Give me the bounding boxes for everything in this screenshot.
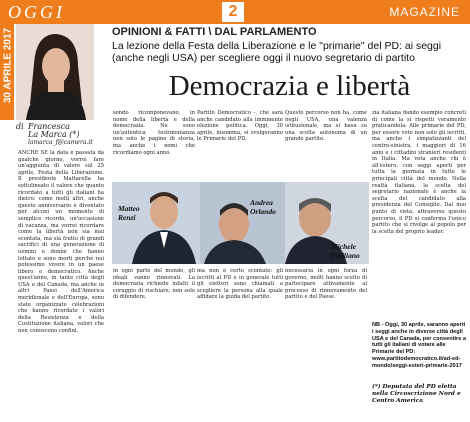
caption-orlando-last: Orlando [250,207,276,216]
body-column-7: ma non è certo scontato: gli iscritti al PD e in generale tutti gli elettori sono chiamati a scegliere la persona alla quale affidare la guida del partito. [197,268,283,301]
body-column-8: necessaria in ogni forza di governo, molti hanno scelto di partecipare attivamente al processo di rinnovamento del partito e del Paese. [285,268,367,301]
photo-orlando [200,182,285,264]
author-email: lamarca_f@camera.it [28,139,93,146]
issue-date: 30 APRILE 2017 [2,27,14,104]
caption-emiliano-first: Michele [331,242,356,251]
headline: Democrazia e libertà [168,70,411,102]
caption-emiliano-last: Emiliano [331,251,360,260]
author-prefix: di [16,122,24,131]
portrait-renzi-icon [112,182,200,264]
section-right-label: MAGAZINE [389,5,460,19]
author-portrait [16,24,94,120]
body-column-1: ANCHE SE la data è passata da qualche giorno, vorrei fare un'aggiunta di valore sul 25 aprile, Festa della Liberazione. Il presidente Mattarella ha sottolineato il valore che quanto ricordato a tutti gli italiani ha dietro: come molti altri, anche questo anniversario è diventato per alcuni un momento di semplice ricordo, un'occasione di vacanza, ma vorrei ricordare come la libertà non sia mai scontata, ma sia frutto di grandi sacrifici di una generazione di uomini e donne che hanno lottato e sono morti perché noi potessimo vivere in un paese libero e democratico. Anche quest'anno, in tante città degli USA e del Canada, ma anche in altri Paesi dell'America meridionale e dell'Europa, sono state organizzate celebrazioni che hanno ricordato i valori della Resistenza e della Costituzione italiana, valori che non conoscono confini. [18,150,104,335]
page-number: 2 [222,2,244,22]
subtitle: La lezione della Festa della Liberazione e le "primarie" del PD: ai seggi (anche negli USA) per scegliere oggi il nuovo segretario di partito [112,40,442,64]
body-column-4: Questo percorso non ha, come negli USA, una valenza istituzionale, ma si basa su una scelta autonoma di un grande partito. [285,110,367,143]
author-footnote: (*) Deputata del PD eletta nella Circoscrizione Nord e Centro America [372,384,461,404]
photo-renzi [112,182,200,264]
nb-notice: NB - Oggi, 30 aprile, saranno aperti i seggi anche in diverse città degli USA e del Canada, per consentire a tutti gli italiani di votare alle Primarie del PD: www.partitodemocratico.it/ad-ed-mondo/seggi-esteri-primarie-2017 [372,322,466,369]
kicker: OPINIONI & FATTI \ DAL PARLAMENTO [112,26,317,38]
body-column-2: sondo ricomponevano, in nome della libertà e della democrazia. Ne sono un'autentica testimonianza non solo le pagine di storia, ma anche i nomi che ricordiamo ogni anno. [113,110,195,156]
author-photo-icon [16,24,94,120]
body-column-3: Partito Democratico -, che sarà anche candidato alla imminente elezione politica. Oggi, 30 aprile, insomma, si svolgeranno le Primarie del PD. [197,110,283,143]
author-name: Francesca [28,122,70,131]
section-title: OGGI [8,2,65,22]
caption-orlando-first: Andrea [250,198,273,207]
author-surname: La Marca (*) [28,130,80,139]
photo-emiliano [285,182,369,264]
portrait-orlando-icon [200,182,285,264]
caption-renzi-last: Renzi [118,213,136,222]
caption-renzi-first: Matteo [118,204,140,213]
body-column-6: in ogni parte del mondo, gli ideali vanno rinnovati. La democrazia richiede infatti il coraggio di rischiare, non solo di difendere. [113,268,195,301]
body-column-5: zia italiana dando esempio concreti di come la si rispetti veramente praticandola. Alle primarie del PD, per essere voto non solo gli iscritti, ma anche i simpatizzanti del centro-sinistra, i maggiori di 16 anni e i cittadini stranieri residenti in Italia. Ma vota anche chi è all'estero, con seggi aperti per tutta la giornata in tutte le principali città del mondo. Nella realtà italiana, la scelta del segretario nazionale è anche la scelta del candidato alla presidenza del Consiglio. Dal mio punto di vista, attraverso questo percorso, il PD si conferma l'unico partito che si rivolge al popolo per la scelta del proprio leader. [372,110,466,235]
